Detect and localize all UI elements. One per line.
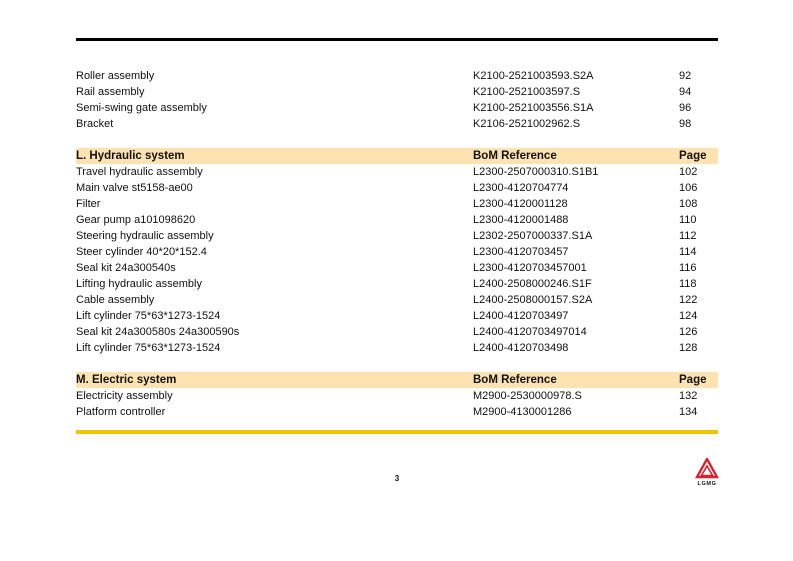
section-header-electric — [76, 372, 718, 388]
toc-row — [76, 196, 718, 212]
toc-row — [76, 228, 718, 244]
part-name: Lift cylinder 75*63*1273-1524 — [76, 310, 221, 322]
toc-row — [76, 308, 718, 324]
toc-row — [76, 180, 718, 196]
page-ref: 114 — [679, 246, 697, 258]
page-number: 3 — [394, 474, 400, 483]
page-ref: 112 — [679, 230, 697, 242]
column-header-page: Page — [679, 150, 707, 162]
bom-reference: L2300-2507000310.S1B1 — [473, 166, 599, 178]
part-name: Lift cylinder 75*63*1273-1524 — [76, 342, 221, 354]
bom-reference: L2300-4120703457001 — [473, 262, 587, 274]
section-title: M. Electric system — [76, 374, 177, 386]
toc-row — [76, 68, 718, 84]
page-ref: 92 — [679, 70, 692, 82]
page-ref: 118 — [679, 278, 697, 290]
toc-row — [76, 212, 718, 228]
part-name: Main valve st5158-ae00 — [76, 182, 193, 194]
bom-reference: L2300-4120001488 — [473, 214, 569, 226]
part-name: Travel hydraulic assembly — [76, 166, 203, 178]
column-header-bom: BoM Reference — [473, 150, 557, 162]
bom-reference: K2100-2521003556.S1A — [473, 102, 594, 114]
part-name: Rail assembly — [76, 86, 145, 98]
bom-reference: M2900-4130001286 — [473, 406, 572, 418]
bom-reference: L2400-2508000157.S2A — [473, 294, 593, 306]
top-divider — [76, 38, 718, 41]
page-ref: 122 — [679, 294, 698, 306]
column-header-bom: BoM Reference — [473, 374, 557, 386]
contents-table — [76, 68, 718, 420]
bom-reference: L2400-4120703498 — [473, 342, 569, 354]
section-spacer — [76, 132, 718, 148]
page-ref: 128 — [679, 342, 698, 354]
page-ref: 102 — [679, 166, 698, 178]
page-ref: 98 — [679, 118, 692, 130]
bottom-divider — [76, 430, 718, 434]
bom-reference: L2300-4120704774 — [473, 182, 569, 194]
bom-reference: L2302-2507000337.S1A — [473, 230, 593, 242]
page-ref: 94 — [679, 86, 692, 98]
section-title: L. Hydraulic system — [76, 150, 185, 162]
page-ref: 96 — [679, 102, 692, 114]
section-spacer — [76, 356, 718, 372]
toc-row — [76, 164, 718, 180]
part-name: Bracket — [76, 118, 114, 130]
page-ref: 106 — [679, 182, 698, 194]
bom-reference: K2100-2521003597.S — [473, 86, 581, 98]
part-name: Steering hydraulic assembly — [76, 230, 214, 242]
section-header-hydraulic — [76, 148, 718, 164]
toc-row — [76, 100, 718, 116]
toc-row — [76, 404, 718, 420]
bom-reference: K2100-2521003593.S2A — [473, 70, 594, 82]
toc-row — [76, 388, 718, 404]
bom-reference: L2400-4120703497 — [473, 310, 569, 322]
page-ref: 124 — [679, 310, 698, 322]
part-name: Steer cylinder 40*20*152.4 — [76, 246, 207, 258]
lgmg-logo — [694, 458, 720, 486]
bom-reference: L2400-4120703497014 — [473, 326, 587, 338]
part-name: Semi-swing gate assembly — [76, 102, 207, 114]
bom-reference: M2900-2530000978.S — [473, 390, 582, 402]
part-name: Filter — [76, 198, 101, 210]
toc-row — [76, 340, 718, 356]
toc-row — [76, 292, 718, 308]
part-name: Lifting hydraulic assembly — [76, 278, 202, 290]
toc-row — [76, 84, 718, 100]
page-ref: 108 — [679, 198, 698, 210]
toc-row — [76, 116, 718, 132]
part-name: Roller assembly — [76, 70, 155, 82]
part-name: Platform controller — [76, 406, 166, 418]
bom-reference: L2300-4120703457 — [473, 246, 569, 258]
toc-row — [76, 324, 718, 340]
toc-row — [76, 244, 718, 260]
toc-row — [76, 260, 718, 276]
bom-reference: L2400-2508000246.S1F — [473, 278, 592, 290]
bom-reference: K2106-2521002962.S — [473, 118, 581, 130]
part-name: Seal kit 24a300580s 24a300590s — [76, 326, 240, 338]
column-header-page: Page — [679, 374, 707, 386]
part-name: Cable assembly — [76, 294, 155, 306]
page-ref: 110 — [679, 214, 697, 226]
svg-text:LGMG: LGMG — [697, 481, 717, 486]
part-name: Gear pump a101098620 — [76, 214, 196, 226]
toc-row — [76, 276, 718, 292]
page-ref: 116 — [679, 262, 697, 274]
page-ref: 134 — [679, 406, 698, 418]
part-name: Electricity assembly — [76, 390, 173, 402]
page-ref: 126 — [679, 326, 698, 338]
bom-reference: L2300-4120001128 — [473, 198, 568, 210]
part-name: Seal kit 24a300540s — [76, 262, 176, 274]
page-ref: 132 — [679, 390, 698, 402]
